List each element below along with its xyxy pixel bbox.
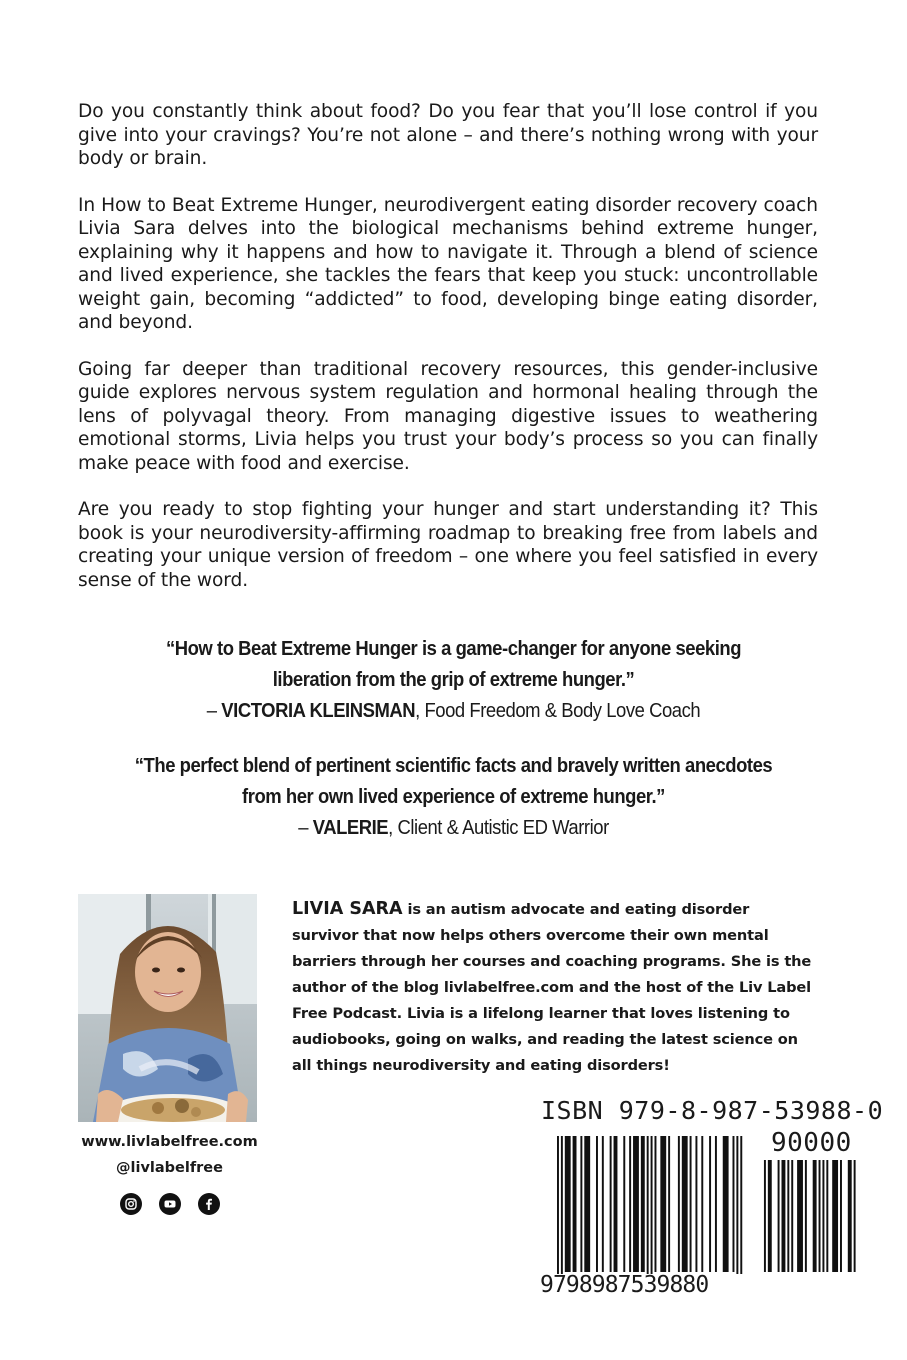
- barcode-bar: [668, 1136, 670, 1272]
- barcode-bar: [660, 1136, 666, 1272]
- barcode-bar: [557, 1136, 559, 1274]
- author-bio-text: is an autism advocate and eating disorder survivor that now helps others overcome their own mental barriers through her courses and coaching programs. She is the author of the blog livlabelfree.com and the host of the Liv Label Free Podcast. Livia is a lifelong learner that loves listening to audiobooks, going on walks, and reading the latest science on all things neurodiversity and eating disorders!: [292, 901, 812, 1074]
- barcode-bar: [602, 1136, 604, 1272]
- attribution-dash: –: [206, 699, 222, 722]
- testimonial-quote-line: from her own lived experience of extreme hunger.”: [242, 785, 665, 808]
- barcode-bar: [797, 1160, 803, 1272]
- barcode-bar: [629, 1136, 631, 1272]
- testimonial-author-name: VICTORIA KLEINSMAN: [221, 699, 416, 722]
- author-photo-illustration: [78, 894, 257, 1122]
- barcode-bar: [596, 1136, 598, 1272]
- author-name: LIVIA SARA: [292, 899, 403, 919]
- testimonial-quote-line: “How to Beat Extreme Hunger is a game-changer for anyone seeking: [165, 637, 742, 660]
- barcode-bar: [709, 1136, 711, 1272]
- testimonial-author-role: , Client & Autistic ED Warrior: [388, 816, 609, 839]
- barcode-bar: [848, 1160, 852, 1272]
- barcode-bar: [701, 1136, 703, 1272]
- author-bio: [292, 896, 820, 1079]
- facebook-icon[interactable]: [198, 1193, 220, 1215]
- book-blurb: [78, 100, 818, 615]
- barcode-bar: [723, 1136, 729, 1272]
- barcode-bar: [791, 1160, 793, 1272]
- isbn-label: ISBN 979-8-987-53988-0: [541, 1096, 884, 1125]
- testimonial-quote-line: “The perfect blend of pertinent scientific facts and bravely written anecdotes: [134, 754, 773, 777]
- barcode-bar: [733, 1136, 735, 1272]
- barcode-bar: [736, 1136, 738, 1274]
- barcode-bar: [610, 1136, 612, 1272]
- testimonial-author-role: , Food Freedom & Body Love Coach: [415, 699, 701, 722]
- testimonial-quote-line: liberation from the grip of extreme hunger.”: [272, 668, 635, 691]
- testimonial-author-name: VALERIE: [312, 816, 389, 839]
- testimonial-attribution: [81, 812, 825, 843]
- barcode-bar: [715, 1136, 717, 1272]
- barcode-bar: [768, 1160, 772, 1272]
- barcode-digits: 9798987539880: [540, 1272, 709, 1298]
- author-social-handle[interactable]: @livlabelfree: [116, 1160, 223, 1176]
- barcode-bar: [561, 1136, 563, 1274]
- social-icons: [120, 1193, 220, 1215]
- testimonial-1: [81, 633, 825, 726]
- barcode-bar: [690, 1136, 692, 1272]
- barcode-bar: [682, 1136, 688, 1272]
- barcode-bar: [787, 1160, 789, 1272]
- testimonial-attribution: [81, 695, 825, 726]
- barcode-bar: [832, 1160, 838, 1272]
- barcode-bar: [695, 1136, 697, 1272]
- barcode-bar: [840, 1160, 842, 1272]
- author-website[interactable]: www.livlabelfree.com: [81, 1134, 258, 1150]
- barcode-bar: [778, 1160, 780, 1272]
- barcode-bar: [854, 1160, 856, 1272]
- isbn-barcode: [537, 1134, 857, 1274]
- barcode-bar: [641, 1136, 645, 1272]
- barcode-bar: [678, 1136, 680, 1272]
- barcode-bar: [805, 1160, 807, 1272]
- instagram-icon[interactable]: [120, 1193, 142, 1215]
- barcode-bar: [614, 1136, 618, 1272]
- barcode-bar: [813, 1160, 817, 1272]
- blurb-paragraph: Going far deeper than traditional recovery resources, this gender-inclusive guide explores nervous system regulation and hormonal healing through the lens of polyvagal theory. From managing digestive issues to weathering emotional storms, Livia helps you trust your body’s process so you can finally make peace with food and exercise.: [78, 358, 818, 474]
- blurb-paragraph: In How to Beat Extreme Hunger, neurodivergent eating disorder recovery coach Livia Sara delves into the biological mechanisms behind extreme hunger, explaining why it happens and how to navigate it. Through a blend of science and lived experience, she tackles the fears that keep you stuck: uncontrollable weight gain, becoming “addicted” to food, developing binge eating disorder, and beyond.: [78, 194, 818, 333]
- barcode-bar: [633, 1136, 639, 1272]
- barcode-bar: [565, 1136, 571, 1272]
- barcode-bar: [580, 1136, 582, 1272]
- blurb-paragraph: Do you constantly think about food? Do you fear that you’ll lose control if you give into your cravings? You’re not alone – and there’s nothing wrong with your body or brain.: [78, 101, 818, 169]
- barcode-bar: [822, 1160, 824, 1272]
- barcode-bar: [819, 1160, 821, 1272]
- barcode-addon-label: 90000: [771, 1128, 852, 1158]
- barcode-bar: [623, 1136, 625, 1272]
- barcode-bars-addon: [764, 1160, 856, 1272]
- barcode-bar: [655, 1136, 657, 1272]
- barcode-bar: [826, 1160, 828, 1272]
- barcode-bars-main: [557, 1136, 742, 1274]
- barcode-bar: [782, 1160, 786, 1272]
- barcode-bar: [764, 1160, 766, 1272]
- barcode-bar: [651, 1136, 653, 1274]
- barcode-bar: [584, 1136, 590, 1272]
- barcode-bar: [647, 1136, 649, 1274]
- youtube-icon[interactable]: [159, 1193, 181, 1215]
- author-photo: [78, 894, 257, 1122]
- barcode-bar: [573, 1136, 577, 1272]
- attribution-dash: –: [298, 816, 313, 839]
- testimonial-2: [81, 750, 825, 843]
- barcode-bar: [740, 1136, 742, 1274]
- blurb-paragraph: Are you ready to stop fighting your hunger and start understanding it? This book is your neurodiversity-affirming roadmap to breaking free from labels and creating your unique version of freedom – one where you feel satisfied in every sense of the word.: [78, 499, 818, 591]
